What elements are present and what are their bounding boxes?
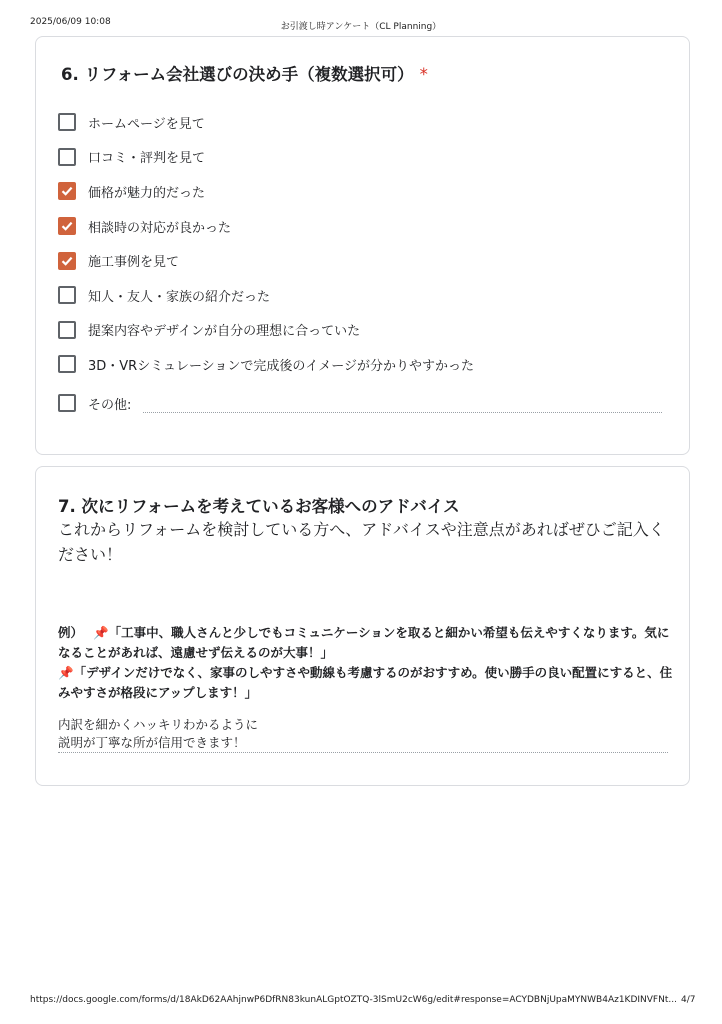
checkmark-icon [60, 254, 74, 268]
checkbox-option-label: 相談時の対応が良かった [88, 220, 232, 236]
checkbox-option-label: 3D・VRシミュレーションで完成後のイメージが分かりやすかった [88, 358, 475, 374]
answer-line-2: 説明が丁寧な所が信用できます！ [58, 735, 246, 750]
checkbox-option[interactable] [58, 278, 668, 313]
example-text-1: 「工事中、職人さんと少しでもコミュニケーションを取ると細かい希望も伝えやすくなります。気になることがあれば、遠慮せず伝えるのが大事！」 [58, 625, 670, 660]
checkbox-other[interactable] [58, 394, 76, 412]
pushpin-icon: 📌 [58, 665, 74, 680]
checkbox-option-label: ホームページを見て [88, 116, 205, 132]
checkbox[interactable] [58, 217, 76, 235]
answer-line-1: 内訳を細かくハッキリわかるように [58, 717, 259, 732]
checkbox-option-label: 提案内容やデザインが自分の理想に合っていた [88, 324, 361, 340]
checkbox-option[interactable] [58, 174, 668, 209]
example-prefix: 例） [58, 625, 84, 640]
checkbox-option[interactable] [58, 209, 668, 244]
checkbox-option-label: 施工事例を見て [88, 255, 180, 271]
pushpin-icon: 📌 [93, 625, 109, 640]
answer-text[interactable] [58, 716, 668, 752]
checkbox[interactable] [58, 355, 76, 373]
checkbox-option-list [58, 105, 668, 382]
checkbox-option-label: 口コミ・評判を見て [88, 151, 206, 167]
question-example [58, 623, 673, 703]
example-line-1 [58, 623, 673, 663]
checkbox-option[interactable] [58, 313, 668, 348]
print-footer-url: https://docs.google.com/forms/d/18AkD62AAhjnwP6DfRN83kunALGptOZTQ-3lSmU2cW6g/edit#response=ACYDBNjUpaMYNWB4Az1KDINVFNt... [30, 995, 677, 1005]
checkbox[interactable] [58, 148, 76, 166]
checkbox-option[interactable] [58, 347, 668, 382]
print-header-title: お引渡し時アンケート（CL Planning） [280, 22, 442, 32]
question-card-q6 [35, 36, 690, 455]
checkbox-option-label: 知人・友人・家族の紹介だった [88, 289, 271, 305]
question-card-q7 [35, 466, 690, 786]
checkbox[interactable] [58, 286, 76, 304]
checkmark-icon [60, 219, 74, 233]
checkbox-option-label: 価格が魅力的だった [88, 185, 206, 201]
checkmark-icon [60, 184, 74, 198]
question-description: これからリフォームを検討している方へ、アドバイスや注意点があればぜひご記入ください！ [58, 520, 665, 564]
print-header-datetime: 2025/06/09 10:08 [30, 17, 111, 27]
checkbox[interactable] [58, 321, 76, 339]
answer-underline [58, 752, 668, 753]
checkbox[interactable] [58, 182, 76, 200]
checkbox-option-other[interactable] [58, 393, 662, 413]
example-text-2: 「デザインだけでなく、家事のしやすさや動線も考慮するのがおすすめ。使い勝手の良い配置にすると、住みやすさが格段にアップします！」 [58, 665, 673, 700]
checkbox-option[interactable] [58, 243, 668, 278]
other-option-label: その他: [88, 397, 132, 413]
checkbox-option[interactable] [58, 140, 668, 175]
print-footer-page-number: 4/7 [681, 995, 696, 1005]
example-line-2 [58, 663, 673, 703]
checkbox[interactable] [58, 252, 76, 270]
question-title-text: 6. リフォーム会社選びの決め手（複数選択可） [61, 65, 414, 84]
question-title-q6 [61, 61, 428, 85]
other-text-input[interactable] [143, 401, 662, 413]
checkbox-option[interactable] [58, 105, 668, 140]
question-title-q7: 7. 次にリフォームを考えているお客様へのアドバイス [58, 497, 460, 516]
checkbox[interactable] [58, 113, 76, 131]
required-asterisk: * [419, 65, 428, 84]
